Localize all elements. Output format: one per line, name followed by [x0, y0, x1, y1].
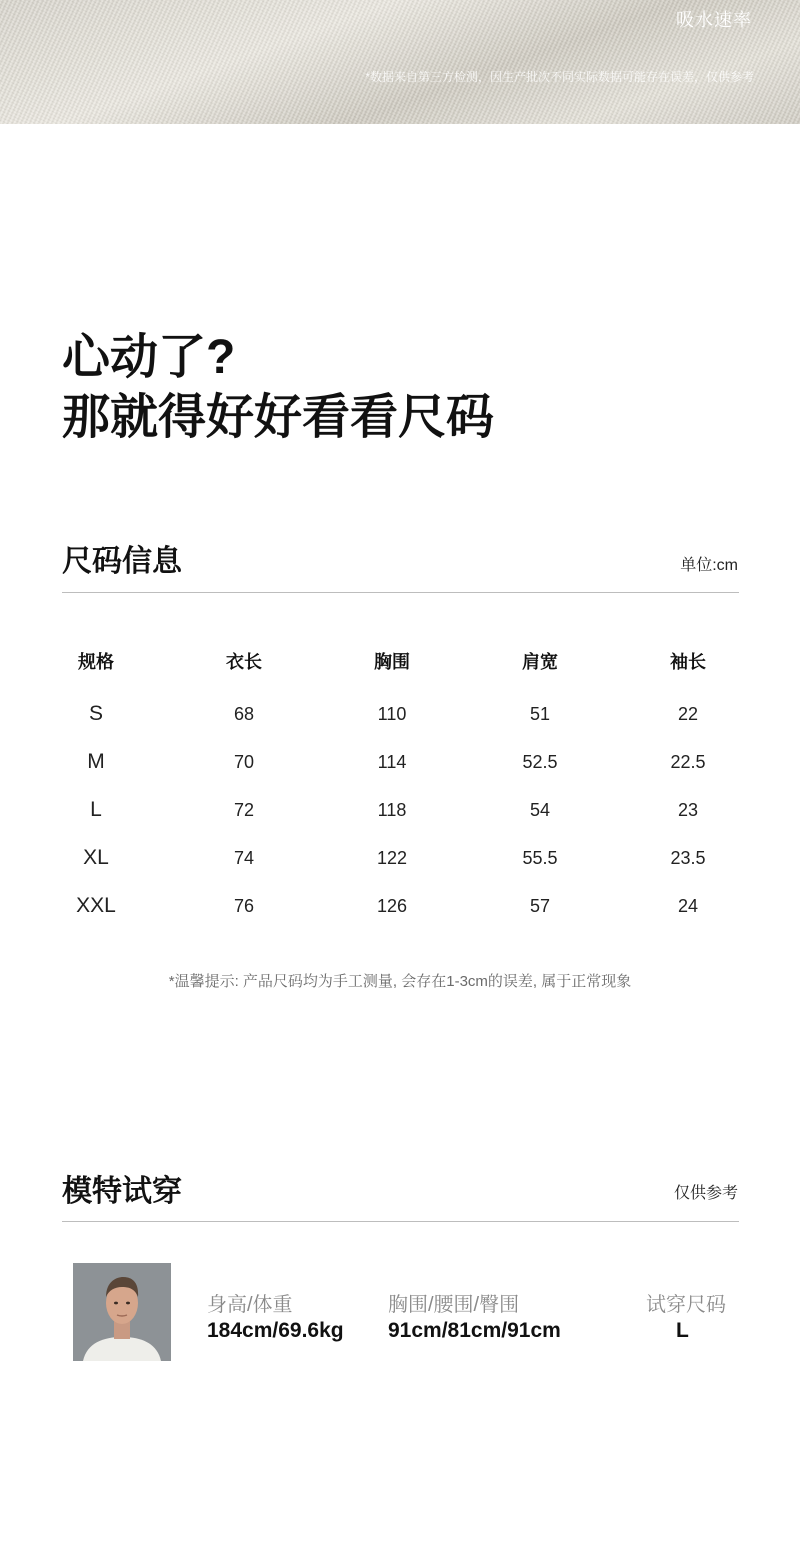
size-cell: M: [87, 750, 105, 773]
height-weight-label: 身高/体重: [207, 1294, 293, 1316]
table-row: [22, 834, 762, 882]
size-table-header: [22, 646, 762, 690]
fabric-texture-banner: [0, 0, 800, 124]
size-table: [22, 646, 762, 930]
model-tryon-title: 模特试穿: [62, 1175, 182, 1208]
banner-disclaimer: *数据来自第三方检测，因生产批次不同实际数据可能存在误差，仅供参考: [365, 70, 754, 84]
size-cell: S: [88, 702, 103, 725]
page-headline: [62, 328, 494, 448]
headline-line-2: 那就得好好看看尺码: [62, 391, 495, 444]
sleeve-cell: 24: [677, 895, 699, 916]
shoulder-cell: 51: [529, 703, 551, 724]
column-header-size: 规格: [78, 652, 114, 672]
chest-cell: 118: [377, 799, 407, 820]
measurement-tip: *温馨提示: 产品尺码均为手工测量, 会存在1-3cm的误差, 属于正常现象: [168, 973, 632, 990]
column-header-shoulder: 肩宽: [522, 652, 558, 672]
length-cell: 70: [233, 751, 255, 772]
table-row: [22, 690, 762, 738]
column-header-length: 衣长: [226, 652, 262, 672]
tryon-size-label: 试穿尺码: [646, 1294, 726, 1316]
banner-title: 吸水速率: [676, 10, 752, 30]
tryon-size-value: L: [676, 1319, 689, 1342]
model-divider: [62, 1221, 739, 1222]
length-cell: 74: [233, 847, 255, 868]
size-cell: XXL: [76, 894, 116, 917]
shoulder-cell: 55.5: [522, 847, 558, 868]
sleeve-cell: 23: [677, 799, 699, 820]
reference-only-note: 仅供参考: [673, 1185, 738, 1202]
length-cell: 72: [233, 799, 255, 820]
shoulder-cell: 52.5: [522, 751, 558, 772]
size-info-divider: [62, 592, 739, 593]
table-row: [22, 786, 762, 834]
sleeve-cell: 22.5: [670, 751, 706, 772]
chest-cell: 122: [376, 847, 408, 868]
column-header-sleeve: 袖长: [670, 652, 706, 672]
chest-cell: 110: [377, 703, 407, 724]
sleeve-cell: 23.5: [670, 847, 706, 868]
headline-line-1: 心动了?: [62, 331, 236, 384]
size-info-title: 尺码信息: [62, 545, 182, 578]
column-header-chest: 胸围: [374, 652, 410, 672]
length-cell: 76: [233, 895, 255, 916]
size-unit-label: 单位:cm: [680, 557, 738, 574]
size-cell: L: [90, 798, 102, 821]
shoulder-cell: 57: [529, 895, 551, 916]
bust-waist-hip-label: 胸围/腰围/臀围: [388, 1294, 520, 1316]
chest-cell: 126: [376, 895, 408, 916]
bust-waist-hip-value: 91cm/81cm/91cm: [388, 1319, 561, 1342]
shoulder-cell: 54: [529, 799, 551, 820]
length-cell: 68: [233, 703, 255, 724]
sleeve-cell: 22: [677, 703, 699, 724]
model-photo: [73, 1263, 171, 1361]
height-weight-value: 184cm/69.6kg: [207, 1319, 344, 1342]
table-row: [22, 738, 762, 786]
size-cell: XL: [83, 846, 109, 869]
chest-cell: 114: [377, 751, 407, 772]
table-row: [22, 882, 762, 930]
model-portrait-icon: [73, 1263, 171, 1361]
